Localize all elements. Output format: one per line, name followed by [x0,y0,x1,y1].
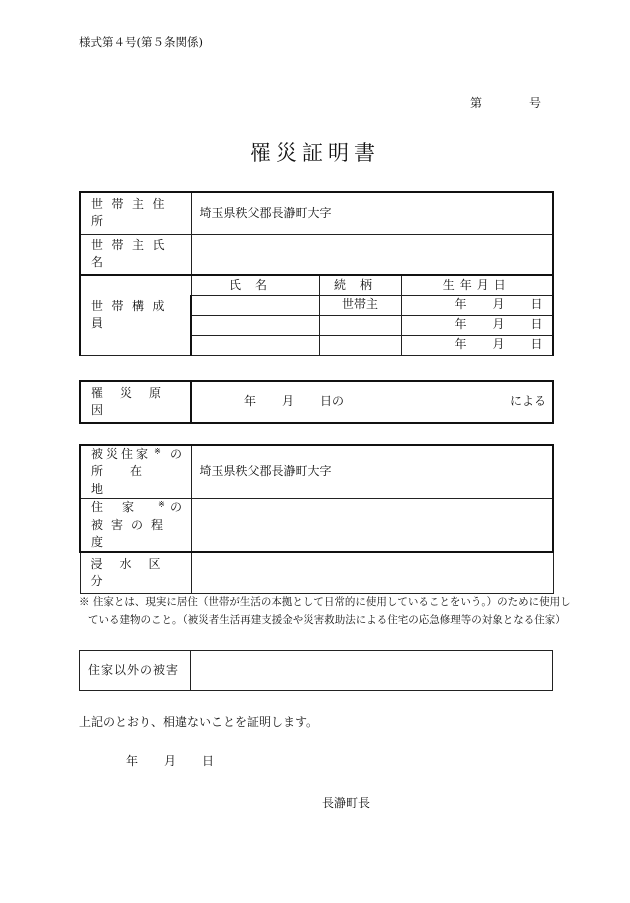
cause-suffix: による [509,394,546,409]
damage-label-part1: 住家 [91,500,154,515]
household-table [79,191,554,356]
house-damage-label [80,499,191,553]
location-label-line2 [91,463,182,498]
flood-field[interactable] [191,552,553,593]
cause-label [80,381,191,423]
cause-month: 月 [282,394,295,409]
other-damage-label-text: 住家以外の被害 [88,662,180,677]
member-birth-cell[interactable] [401,295,553,315]
member-relation-cell[interactable] [319,335,401,355]
head-address-value: 埼玉県秩父郡長瀞町大字 [199,205,332,220]
col-birth-text: 生年月日 [442,277,511,292]
member-name-cell[interactable] [191,335,319,355]
col-name-text: 氏名 [228,277,281,292]
col-relation-text: 続柄 [333,277,386,292]
flood-label [80,552,191,593]
member-name-cell[interactable] [191,315,319,335]
head-name-field[interactable] [191,234,553,275]
date-day: 日 [202,754,215,768]
location-label-no: の [169,447,182,461]
other-damage-label [80,651,191,691]
house-location-field[interactable] [191,445,553,499]
day-text: 日 [530,317,543,332]
house-location-value: 埼玉県秩父郡長瀞町大字 [199,464,332,479]
member-birth-cell[interactable] [401,335,553,355]
other-damage-table [79,650,553,691]
col-birth-header [401,275,553,295]
mayor-signature: 長瀞町長 [322,796,371,810]
house-damage-field[interactable] [191,499,553,553]
year-text: 年 [454,317,467,332]
head-address-field[interactable] [191,192,553,234]
day-text: 日 [530,337,543,352]
year-text: 年 [454,337,467,352]
member-relation-cell[interactable] [319,315,401,335]
head-address-label [80,192,191,234]
head-name-label-text: 世帯主氏名 [91,237,174,270]
other-damage-field[interactable] [191,651,553,691]
head-address-label-text [91,196,181,231]
house-location-label [80,445,191,499]
number-go: 号 [529,96,542,110]
cause-field[interactable] [191,381,553,423]
damage-label-line1 [91,499,182,516]
damage-label-mark: ※ [158,500,165,510]
member-relation-cell[interactable] [319,295,401,315]
year-text: 年 [454,297,467,312]
location-label-block [91,446,182,498]
certify-text: 上記のとおり、相違ないことを証明します。 [79,715,319,729]
cause-year: 年 [244,394,257,409]
house-table [79,444,554,594]
member-name-cell[interactable] [191,295,319,315]
cause-label-text: 罹災原因 [91,385,179,417]
members-label-text: 世帯構成員 [91,298,174,331]
note-line-2: ている建物のこと。（被災者生活再建支援金や災害救助法による住宅の応急修理等の対象となる住家） [88,614,566,626]
damage-label-no: の [169,500,182,515]
location-label-line1 [91,446,182,463]
damage-label-block [91,499,182,551]
location-label-part2: 所在地 [91,464,170,496]
month-text: 月 [492,297,505,312]
date-year: 年 [126,754,139,768]
date-month: 月 [164,754,177,768]
damage-label-line2 [91,517,182,552]
page-title: 罹災証明書 [250,141,380,165]
relation-value: 世帯主 [341,297,378,312]
members-label [80,275,191,355]
month-text: 月 [492,337,505,352]
member-birth-cell[interactable] [401,315,553,335]
damage-label-part2: 被害の程度 [91,517,172,549]
col-relation-header [319,275,401,295]
label-text: 世帯主住所 [91,196,174,229]
form-number: 様式第４号(第５条関係) [79,35,203,49]
issue-date [126,755,214,767]
note-line-1: ※ 住家とは、現実に居住（世帯が生活の本拠として日常的に使用していることをいう。）のために使用し [79,596,571,608]
location-label-mark: ※ [154,447,161,456]
head-name-label [80,234,191,275]
cause-day-no: 日の [320,394,345,409]
day-text: 日 [530,297,543,312]
flood-label-text: 浸水区分 [90,556,178,589]
month-text: 月 [492,317,505,332]
number-dai: 第 [470,96,483,110]
cause-table [79,380,554,424]
col-name-header [191,275,319,295]
location-label-part1: 被災住家 [91,447,152,461]
